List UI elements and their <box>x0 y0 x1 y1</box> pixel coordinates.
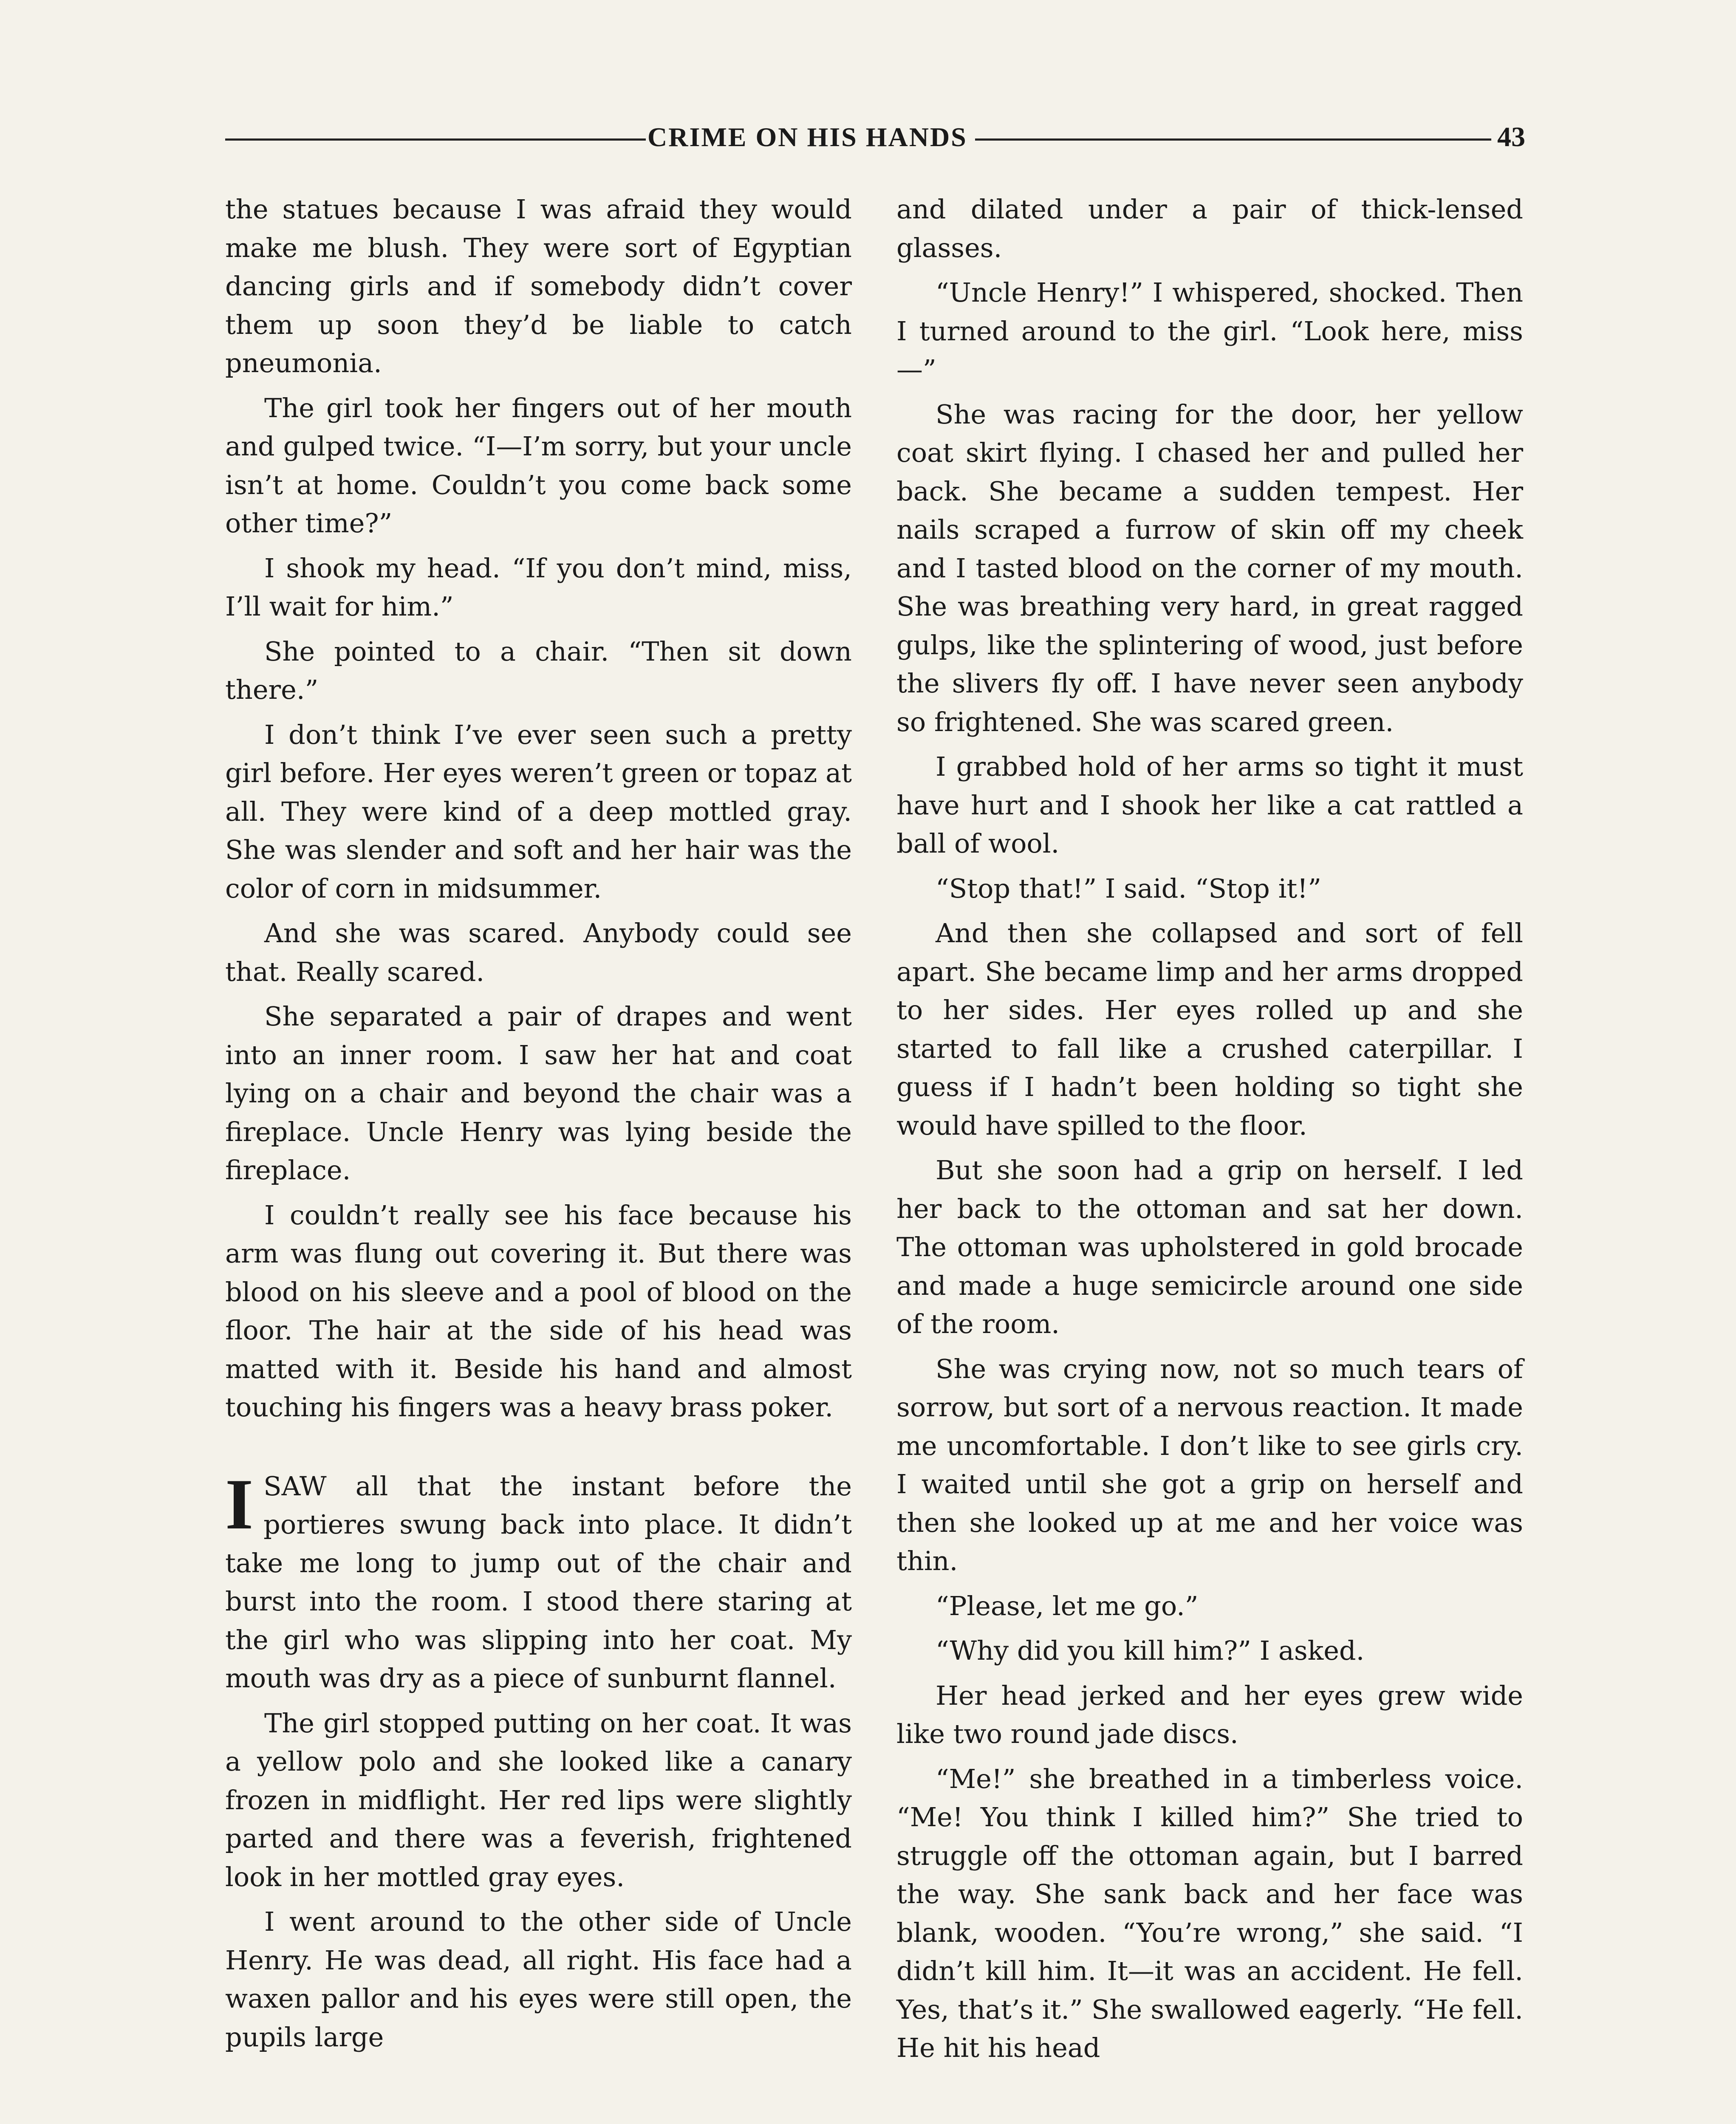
paragraph: Her head jerked and her eyes grew wide like two round jade discs. <box>896 1680 1523 1749</box>
page-number: 43 <box>1497 121 1525 153</box>
paragraph: She separated a pair of drapes and went into an inner room. I saw her hat and coat lying on a chair and beyond the chair was a fireplace. Uncle Henry was lying beside the fireplace. <box>225 1001 852 1186</box>
paragraph: But she soon had a grip on herself. I led her back to the ottoman and sat her down. The ottoman was upholstered in gold brocade and made a huge semicircle around one side of the room. <box>896 1155 1523 1339</box>
drop-cap: I <box>225 1464 254 1544</box>
paragraph: the statues because I was afraid they would make me blush. They were sort of Egyptian dancing girls and if somebody didn’t cover them up soon they’d be liable to catch pneumonia. <box>225 194 852 378</box>
section-break <box>225 1433 852 1467</box>
paragraph: “Uncle Henry!” I whispered, shocked. Then I turned around to the girl. “Look here, miss—” <box>896 277 1523 385</box>
paragraph: She was racing for the door, her yellow coat skirt flying. I chased her and pulled her back. She became a sudden tempest. Her nails scraped a furrow of skin off my cheek and I tasted blood on the corner of my mouth. She was breathing very hard, in great ragged gulps, like the splintering of wood, just before the slivers fly off. I have never seen anybody so frightened. She was scared green. <box>896 398 1523 737</box>
paragraph: “Please, let me go.” <box>936 1590 1199 1621</box>
paragraph: and dilated under a pair of thick-lensed glasses. <box>896 194 1523 263</box>
paragraph: The girl stopped putting on her coat. It was a yellow polo and she looked like a canary frozen in midflight. Her red lips were slightly parted and there was a feverish, frightened look in her mottled gray eyes. <box>225 1707 852 1892</box>
paragraph: I went around to the other side of Uncle Henry. He was dead, all right. His face had a waxen pallor and his eyes were still open, the pupils large <box>225 1906 852 2053</box>
left-column <box>225 190 852 2124</box>
dropcap-paragraph <box>225 1464 852 1698</box>
paragraph: And she was scared. Anybody could see that. Really scared. <box>225 918 852 987</box>
story-title: CRIME ON HIS HANDS <box>647 122 967 152</box>
paragraph: And then she collapsed and sort of fell apart. She became limp and her arms dropped to her sides. Her eyes rolled up and she started to fall like a crushed caterpillar. I guess if I hadn’t been holding so tight she would have spilled to the floor. <box>896 918 1523 1141</box>
header-rule-right <box>975 138 1491 141</box>
right-column <box>896 190 1523 2124</box>
running-head <box>225 118 1525 156</box>
paragraph: “Why did you kill him?” I asked. <box>936 1635 1365 1666</box>
paragraph: “Stop that!” I said. “Stop it!” <box>936 873 1321 904</box>
paragraph: I shook my head. “If you don’t mind, miss, I’ll wait for him.” <box>225 552 852 622</box>
paragraph: “Me!” she breathed in a timberless voice. “Me! You think I killed him?” She tried to struggle off the ottoman again, but I barred the way. She sank back and her face was blank, wooden. “You’re wrong,” she said. “I didn’t kill him. It—it was an accident. He fell. Yes, that’s it.” She swallowed eagerly. “He fell. He hit his head <box>896 1763 1523 2063</box>
paragraph: She pointed to a chair. “Then sit down there.” <box>225 636 852 705</box>
paragraph: I grabbed hold of her arms so tight it must have hurt and I shook her like a cat rattled a ball of wool. <box>896 751 1523 859</box>
header-rule-left <box>225 138 646 141</box>
paragraph: I don’t think I’ve ever seen such a pretty girl before. Her eyes weren’t green or topaz at all. They were kind of a deep mottled gray. She was slender and soft and her hair was the color of corn in midsummer. <box>225 719 852 904</box>
dropcap-paragraph-text: SAW all that the instant before the portieres swung back into place. It didn’t take me long to jump out of the chair and burst into the room. I stood there staring at the girl who was slipping into her coat. My mouth was dry as a piece of sunburnt flannel. <box>225 1470 852 1694</box>
paragraph: I couldn’t really see his face because his arm was flung out covering it. But there was blood on his sleeve and a pool of blood on the floor. The hair at the side of his head was matted with it. Beside his hand and almost touching his fingers was a heavy brass poker. <box>225 1199 852 1423</box>
paragraph: She was crying now, not so much tears of sorrow, but sort of a nervous reaction. It made me uncomfortable. I don’t like to see girls cry. I waited until she got a grip on herself and then she looked up at me and her voice was thin. <box>896 1353 1523 1576</box>
paragraph: The girl took her fingers out of her mouth and gulped twice. “I—I’m sorry, but your uncle isn’t at home. Couldn’t you come back some other time?” <box>225 392 852 539</box>
